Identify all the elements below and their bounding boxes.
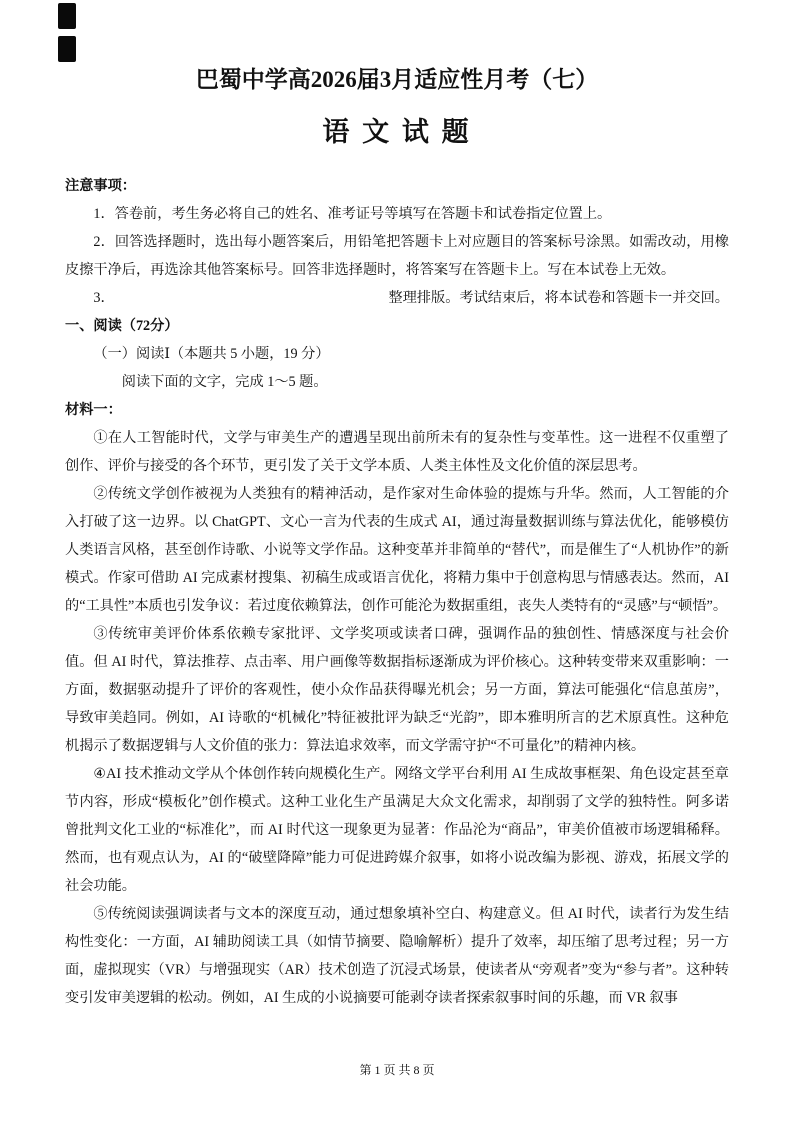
notice-item-3-text: 整理排版。考试结束后，将本试卷和答题卡一并交回。 bbox=[388, 290, 729, 306]
exam-subject-title: 语 文 试 题 bbox=[322, 117, 472, 147]
exam-title: 巴蜀中学高2026届3月适应性月考（七） bbox=[195, 67, 599, 92]
reading-instruction: 阅读下面的文字，完成 1～5 题。 bbox=[121, 374, 328, 390]
notice-item-3 bbox=[65, 284, 729, 312]
notice-heading: 注意事项： bbox=[65, 178, 136, 194]
notice-item-2: 2．回答选择题时，选出每小题答案后，用铅笔把答题卡上对应题目的答案标号涂黑。如需改动，用橡皮擦干净后，再选涂其他答案标号。回答非选择题时，将答案写在答题卡上。写在本试卷上无效。 bbox=[65, 234, 729, 278]
notice-item-1: 1．答卷前，考生务必将自己的姓名、准考证号等填写在答题卡和试卷指定位置上。 bbox=[93, 206, 612, 222]
material-paragraph-1: ①在人工智能时代，文学与审美生产的遭遇呈现出前所未有的复杂性与变革性。这一进程不仅重塑了创作、评价与接受的各个环节，更引发了关于文学本质、人类主体性及文化价值的深层思考。 bbox=[65, 430, 729, 474]
material-paragraph-2: ②传统文学创作被视为人类独有的精神活动，是作家对生命体验的提炼与升华。然而，人工智能的介入打破了这一边界。以 ChatGPT、文心一言为代表的生成式 AI，通过海量数据训练与算法优化，能够模仿人类语言风格，甚至创作诗歌、小说等文学作品。这种变革并非简单的“替代”，而是催生了“人机协作”的新模式。作家可借助 AI 完成素材搜集、初稿生成或语言优化，将精力集中于创意构思与情感表达。然而，AI 的“工具性”本质也引发争议：若过度依赖算法，创作可能沦为数据重组，丧失人类特有的“灵感”与“顿悟”。 bbox=[65, 486, 729, 614]
subsection-reading-1: （一）阅读Ⅰ（本题共 5 小题，19 分） bbox=[93, 346, 330, 362]
material-one-label: 材料一： bbox=[65, 402, 122, 418]
material-paragraph-3: ③传统审美评价体系依赖专家批评、文学奖项或读者口碑，强调作品的独创性、情感深度与社会价值。但 AI 时代，算法推荐、点击率、用户画像等数据指标逐渐成为评价核心。这种转变带来双重影响：一方面，数据驱动提升了评价的客观性，使小众作品获得曝光机会；另一方面，算法可能强化“信息茧房”，导致审美趋同。例如，AI 诗歌的“机械化”特征被批评为缺乏“光韵”，即本雅明所言的艺术原真性。这种危机揭示了数据逻辑与人文价值的张力：算法追求效率，而文学需守护“不可量化”的精神内核。 bbox=[65, 626, 729, 754]
exam-body bbox=[65, 172, 729, 1012]
material-paragraph-4: ④AI 技术推动文学从个体创作转向规模化生产。网络文学平台利用 AI 生成故事框架、角色设定甚至章节内容，形成“模板化”创作模式。这种工业化生产虽满足大众文化需求，却削弱了文学的独特性。阿多诺曾批判文化工业的“标准化”，而 AI 时代这一现象更为显著：作品沦为“商品”，审美价值被市场逻辑稀释。然而，也有观点认为，AI 的“破壁降障”能力可促进跨媒介叙事，如将小说改编为影视、游戏，拓展文学的社会功能。 bbox=[65, 766, 729, 894]
print-mark-icon bbox=[58, 36, 76, 62]
print-mark-icon bbox=[58, 3, 76, 29]
material-paragraph-5: ⑤传统阅读强调读者与文本的深度互动，通过想象填补空白、构建意义。但 AI 时代，读者行为发生结构性变化：一方面，AI 辅助阅读工具（如情节摘要、隐喻解析）提升了效率，却压缩了思考过程；另一方面，虚拟现实（VR）与增强现实（AR）技术创造了沉浸式场景，使读者从“旁观者”变为“参与者”。这种转变引发审美逻辑的松动。例如，AI 生成的小说摘要可能剥夺读者探索叙事时间的乐趣，而 VR 叙事 bbox=[65, 906, 729, 1006]
section-heading-reading: 一、阅读（72分） bbox=[65, 318, 179, 334]
notice-item-3-number: 3． bbox=[93, 290, 115, 306]
print-registration-marks bbox=[58, 3, 76, 69]
page-number-footer: 第 1 页 共 8 页 bbox=[359, 1063, 435, 1077]
